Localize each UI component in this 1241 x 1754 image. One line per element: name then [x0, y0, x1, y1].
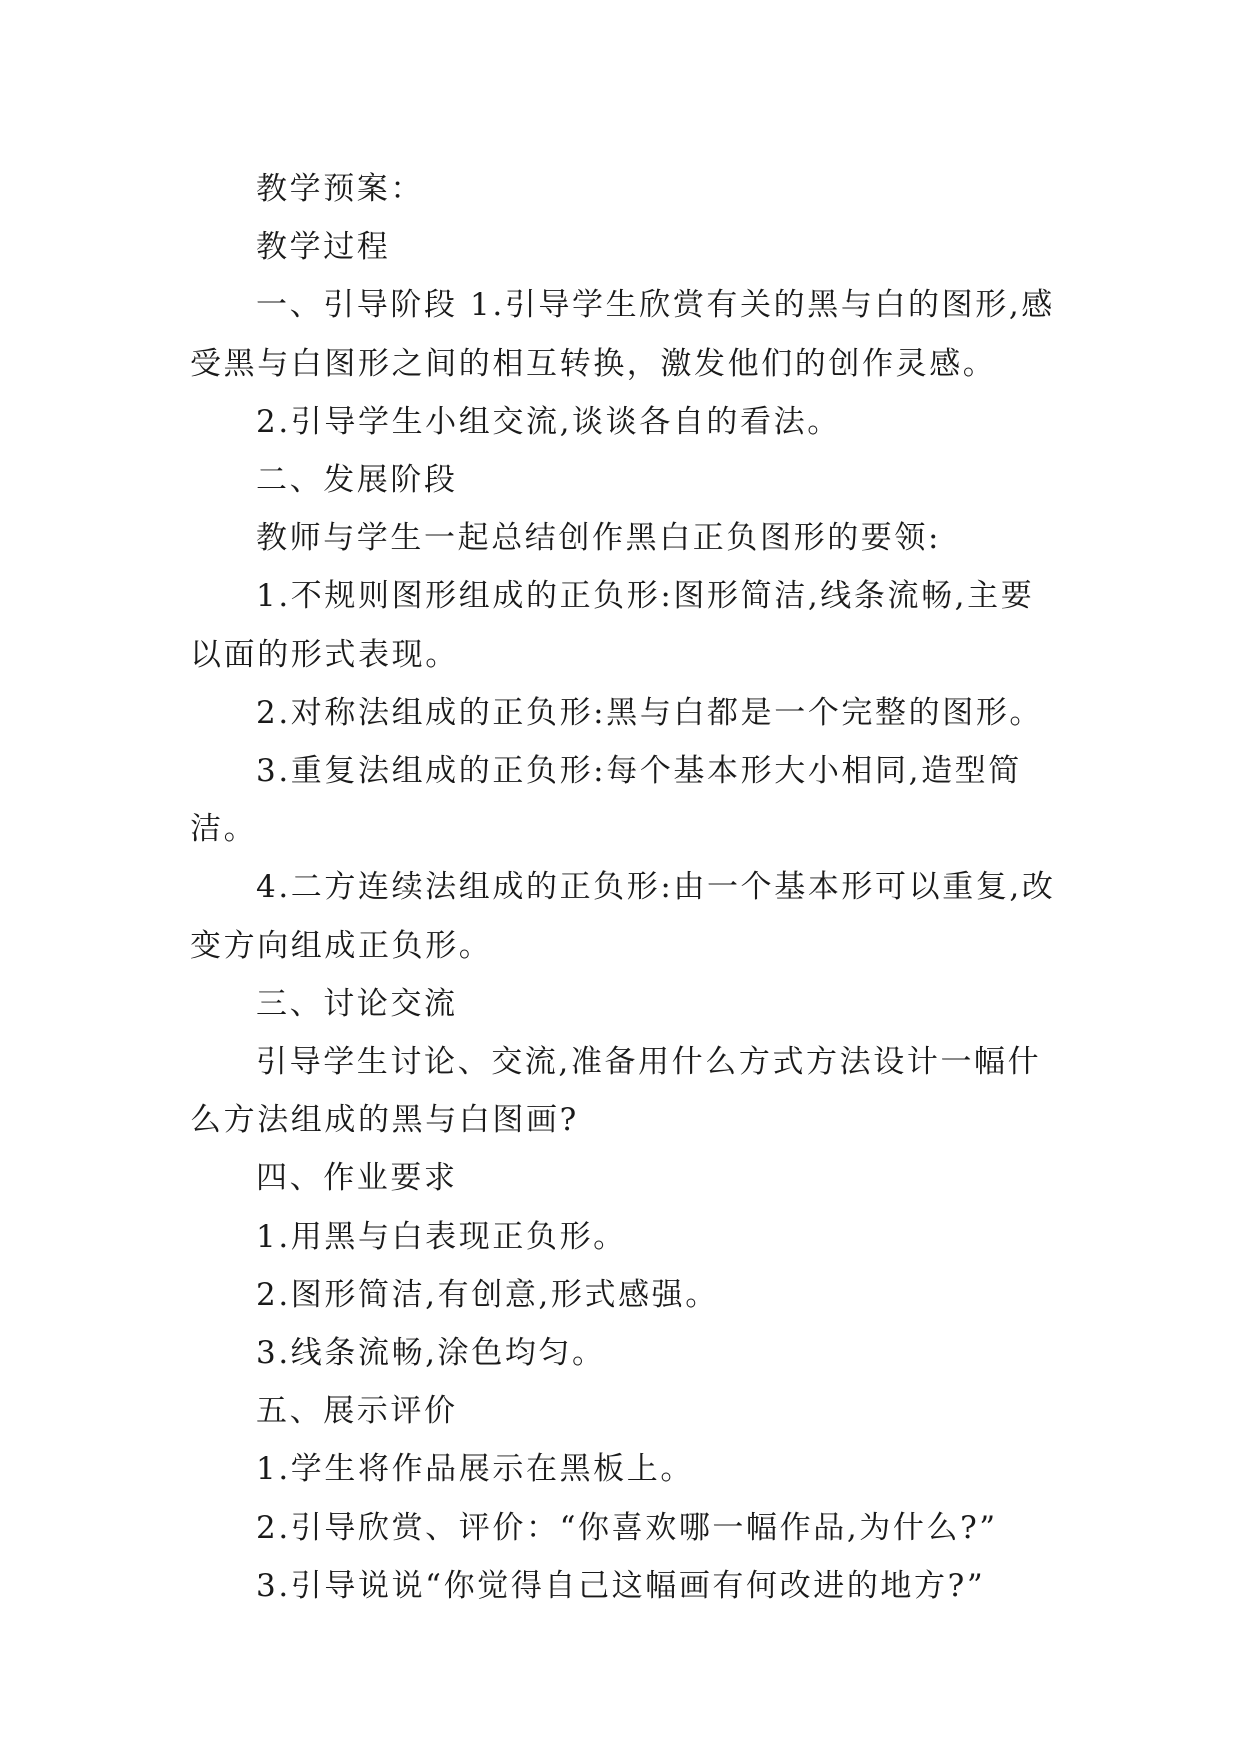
section-5-item-2: 2.引导欣赏、评价：“你喜欢哪一幅作品,为什么?”: [256, 1509, 998, 1546]
heading-teaching-plan: 教学预案：: [256, 171, 424, 207]
section-5-item-3: 3.引导说说“你觉得自己这幅画有何改进的地方?”: [256, 1567, 986, 1604]
heading-teaching-process: 教学过程: [256, 229, 391, 266]
section-4-item-3: 3.线条流畅,涂色均匀。: [256, 1335, 606, 1372]
document-page: [190, 160, 1060, 1615]
section-5-heading: 五、展示评价: [256, 1393, 458, 1430]
section-2-intro: 教师与学生一起总结创作黑白正负图形的要领:: [256, 520, 942, 557]
section-5-item-1: 1.学生将作品展示在黑板上。: [256, 1451, 694, 1488]
section-3-heading: 三、讨论交流: [256, 985, 458, 1022]
section-1-item-2: 2.引导学生小组交流,谈谈各自的看法。: [256, 403, 841, 440]
section-2-item-3: 3.重复法组成的正负形:每个基本形大小相同,造型简洁。: [190, 753, 1022, 848]
section-4-item-1: 1.用黑与白表现正负形。: [256, 1218, 627, 1255]
section-4-item-2: 2.图形简洁,有创意,形式感强。: [256, 1276, 719, 1313]
section-2-item-1: 1.不规则图形组成的正负形:图形简洁,线条流畅,主要以面的形式表现。: [190, 578, 1035, 673]
section-2-item-2: 2.对称法组成的正负形:黑与白都是一个完整的图形。: [256, 694, 1044, 731]
section-2-heading: 二、发展阶段: [256, 462, 458, 499]
section-4-heading: 四、作业要求: [256, 1160, 458, 1197]
section-2-item-4: 4.二方连续法组成的正负形:由一个基本形可以重复,改变方向组成正负形。: [190, 869, 1056, 964]
section-3-paragraph: 引导学生讨论、交流,准备用什么方式方法设计一幅什么方法组成的黑与白图画?: [190, 1044, 1042, 1139]
section-1-paragraph: 一、引导阶段 1.引导学生欣赏有关的黑与白的图形,感受黑与白图形之间的相互转换，激发他们的创作灵感。: [190, 287, 1055, 382]
